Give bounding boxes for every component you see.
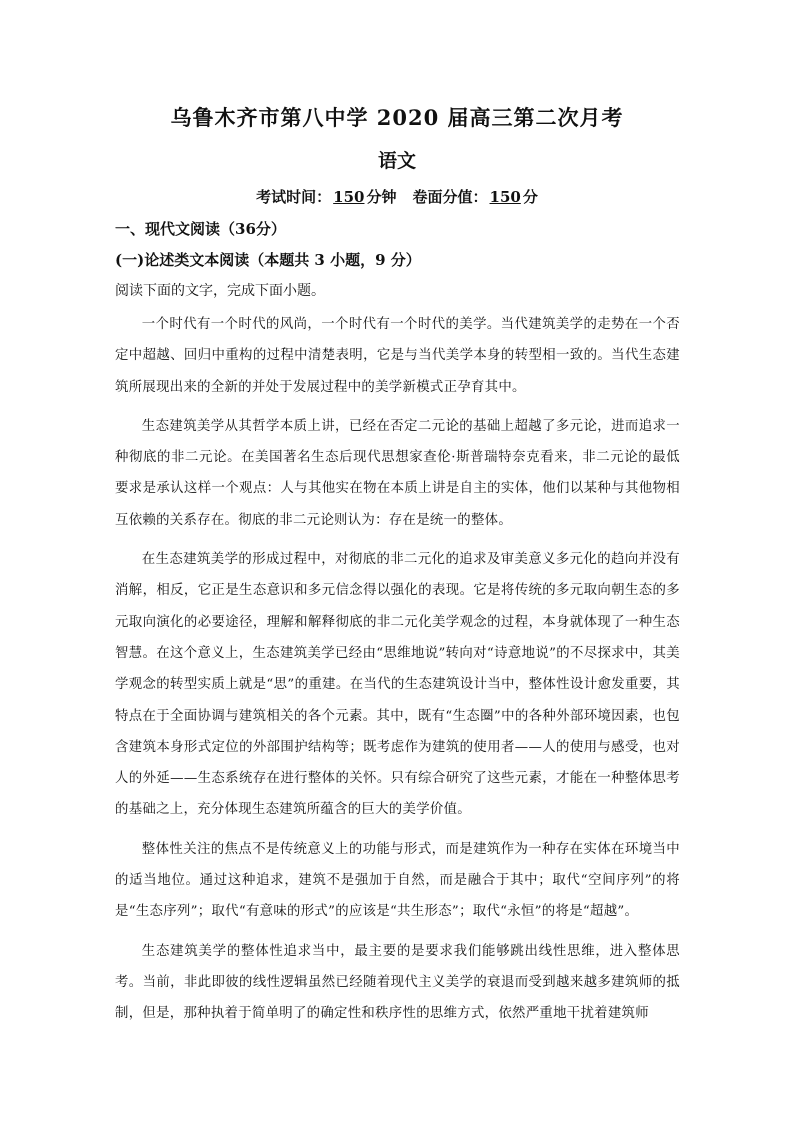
exam-time-label: 考试时间： — [256, 188, 332, 206]
exam-score-label: 卷面分值： — [412, 188, 488, 206]
passage-paragraph-3: 在生态建筑美学的形成过程中，对彻底的非二元化的追求及审美意义多元化的趋向并没有消解，相反，它正是生态意识和多元信念得以强化的表现。它是将传统的多元取向朝生态的多元取向演化的必要途径，理解和解释彻底的非二元化美学观念的过程，本身就体现了一种生态智慧。在这个意义上，生态建筑美学已经由“思维地说”转向对“诗意地说”的不尽探求中，其美学观念的转型实质上就是“思”的重建。在当代的生态建筑设计当中，整体性设计愈发重要，其特点在于全面协调与建筑相关的各个元素。其中，既有“生态圈”中的各种外部环境因素，也包含建筑本身形式定位的外部围护结构等；既考虑作为建筑的使用者——人的使用与感受，也对人的外延——生态系统存在进行整体的关怀。只有综合研究了这些元素，才能在一种整体思考的基础之上，充分体现生态建筑所蕴含的巨大的美学价值。 — [115, 552, 680, 818]
exam-score-unit: 分 — [522, 188, 538, 206]
passage-paragraph-5: 生态建筑美学的整体性追求当中，最主要的是要求我们能够跳出线性思维，进入整体思考。当前，非此即彼的线性逻辑虽然已经随着现代主义美学的衰退而受到越来越多建筑师的抵制，但是，那种执着于简单明了的确定性和秩序性的思维方式，依然严重地干扰着建筑师 — [115, 943, 680, 1022]
passage-paragraph-4: 整体性关注的焦点不是传统意义上的功能与形式，而是建筑作为一种存在实体在环境当中的适当地位。通过这种追求，建筑不是强加于自然，而是融合于其中；取代“空间序列”的将是“生态序列”；取代“有意味的形式”的应该是“共生形态”；取代“永恒”的将是“超越”。 — [115, 841, 680, 920]
exam-score-value: 150 — [489, 188, 521, 206]
exam-info-line — [0, 186, 794, 207]
passage-paragraph-2: 生态建筑美学从其哲学本质上讲，已经在否定二元论的基础上超越了多元论，进而追求一种彻底的非二元论。在美国著名生态后现代思想家查伦·斯普瑞特奈克看来，非二元论的最低要求是承认这样一个观点：人与其他实在物在本质上讲是自主的实体，他们以某种与其他物相互依赖的关系存在。彻底的非二元论则认为：存在是统一的整体。 — [115, 418, 680, 528]
subject-title: 语文 — [377, 150, 416, 172]
exam-time-unit: 分钟 — [366, 188, 397, 206]
exam-time-value: 150 — [333, 188, 365, 206]
exam-title: 乌鲁木齐市第八中学 2020 届高三第二次月考 — [170, 105, 624, 130]
reading-passage — [115, 309, 680, 1038]
reading-instruction: 阅读下面的文字，完成下面小题。 — [115, 283, 325, 299]
passage-paragraph-1: 一个时代有一个时代的风尚，一个时代有一个时代的美学。当代建筑美学的走势在一个否定中超越、回归中重构的过程中清楚表明，它是与当代美学本身的转型相一致的。当代生态建筑所展现出来的全新的并处于发展过程中的美学新模式正孕育其中。 — [115, 317, 680, 395]
section-heading: 一、现代文阅读（36分） — [115, 220, 286, 238]
subsection-heading: (一)论述类文本阅读（本题共 3 小题，9 分） — [115, 251, 421, 269]
